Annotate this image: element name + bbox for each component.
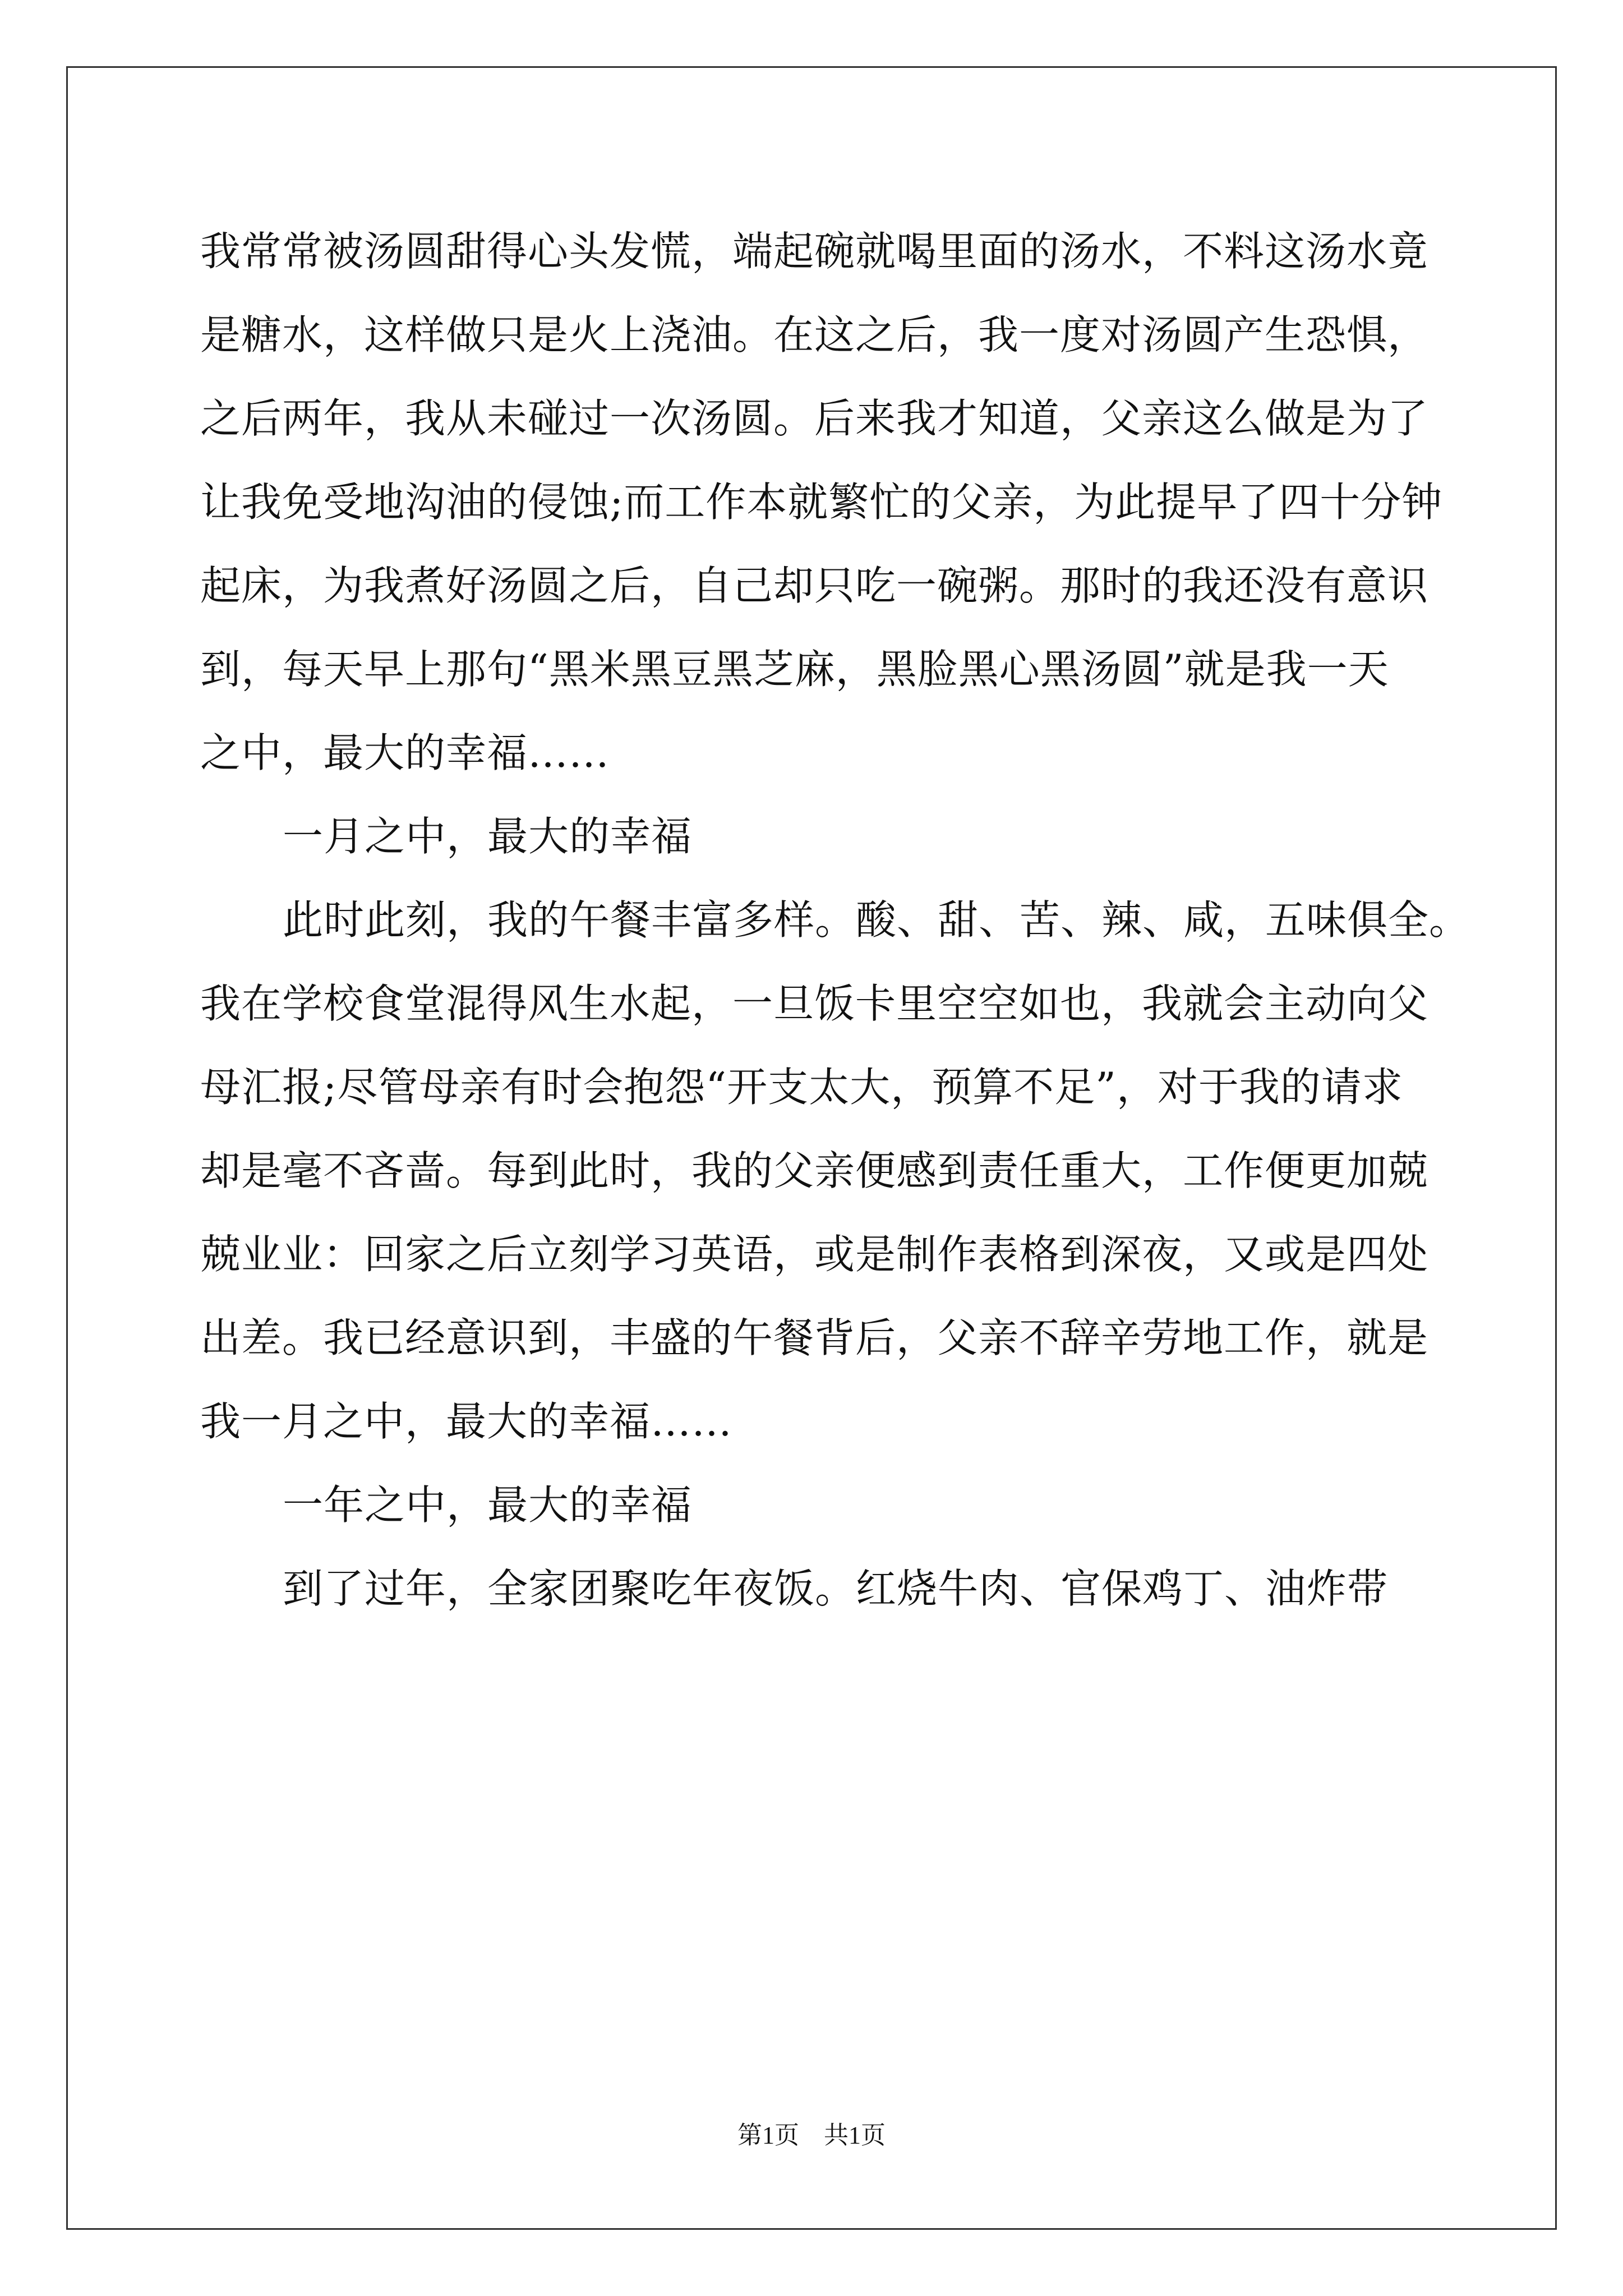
text-line: 兢业业：回家之后立刻学习英语，或是制作表格到深夜，又或是四处 bbox=[200, 1231, 1429, 1278]
text-line: 此时此刻，我的午餐丰富多样。酸、甜、苦、辣、咸，五味俱全。 bbox=[283, 896, 1470, 944]
text-line: 起床，为我煮好汤圆之后，自己却只吃一碗粥。那时的我还没有意识 bbox=[200, 562, 1429, 609]
section-heading: 一月之中，最大的幸福 bbox=[283, 813, 693, 860]
text-line: 出差。我已经意识到，丰盛的午餐背后，父亲不辞辛劳地工作，就是 bbox=[200, 1314, 1429, 1361]
text-line: 是糖水，这样做只是火上浇油。在这之后，我一度对汤圆产生恐惧， bbox=[200, 311, 1429, 358]
text-line: 我常常被汤圆甜得心头发慌，端起碗就喝里面的汤水，不料这汤水竟 bbox=[200, 228, 1429, 275]
text-line: 我一月之中，最大的幸福…… bbox=[200, 1398, 733, 1445]
text-line: 到了过年，全家团聚吃年夜饭。红烧牛肉、官保鸡丁、油炸带 bbox=[283, 1565, 1389, 1612]
text-line: 让我免受地沟油的侵蚀;而工作本就繁忙的父亲，为此提早了四十分钟 bbox=[200, 478, 1443, 526]
text-line: 之后两年，我从未碰过一次汤圆。后来我才知道，父亲这么做是为了 bbox=[200, 395, 1429, 442]
text-line: 我在学校食堂混得风生水起，一旦饭卡里空空如也，我就会主动向父 bbox=[200, 980, 1429, 1027]
section-heading: 一年之中，最大的幸福 bbox=[283, 1481, 693, 1529]
text-line: 却是毫不吝啬。每到此时，我的父亲便感到责任重大，工作便更加兢 bbox=[200, 1147, 1429, 1194]
text-line: 之中，最大的幸福…… bbox=[200, 729, 610, 776]
text-line: 到，每天早上那句“黑米黑豆黑芝麻，黑脸黑心黑汤圆”就是我一天 bbox=[200, 646, 1389, 693]
text-line: 母汇报;尽管母亲有时会抱怨“开支太大，预算不足”，对于我的请求 bbox=[200, 1064, 1403, 1111]
page-footer: 第1页 共1页 bbox=[737, 2122, 886, 2149]
